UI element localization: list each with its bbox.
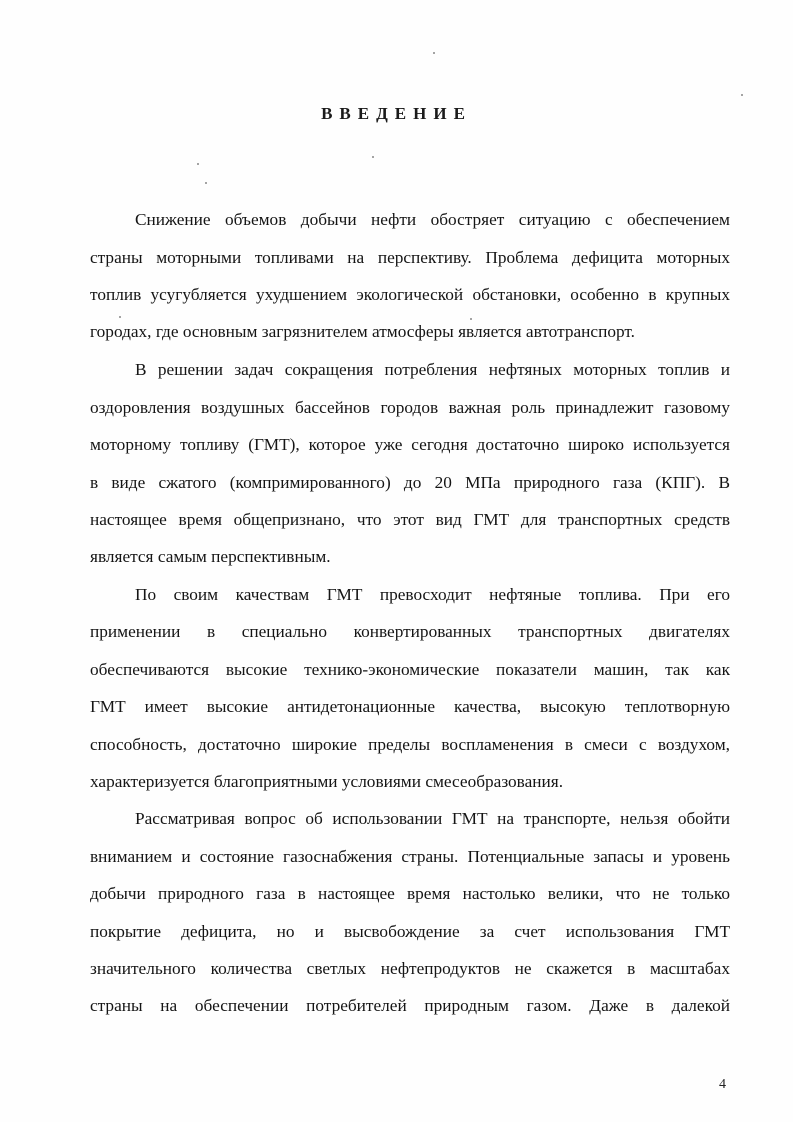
page-title: ВВЕДЕНИЕ [321,104,472,123]
scan-speck [119,316,121,318]
paragraph-line: топлив усугубляется ухудшением экологической обстановки, особенно в крупных [90,285,730,304]
scan-speck [741,94,743,96]
paragraph-line: Снижение объемов добычи нефти обостряет ситуацию с обеспечением [135,210,730,229]
paragraph-line: является самым перспективным. [90,547,331,566]
paragraph-line: Рассматривая вопрос об использовании ГМТ на транспорте, нельзя обойти [135,809,730,828]
paragraph-line: характеризуется благоприятными условиями смесеобразования. [90,772,564,791]
scan-speck [197,163,199,165]
paragraph-line: в виде сжатого (компримированного) до 20 МПа природного газа (КПГ). В [90,473,730,492]
page-number: 4 [719,1077,726,1092]
paragraph-line: покрытие дефицита, но и высвобождение за счет использования ГМТ [90,922,730,941]
paragraph-line: страны на обеспечении потребителей природным газом. Даже в далекой [90,996,730,1015]
scan-speck [470,318,472,320]
paragraph-line: способность, достаточно широкие пределы воспламенения в смеси с воздухом, [90,735,730,754]
paragraph-line: добычи природного газа в настоящее время настолько велики, что не только [90,884,730,903]
paragraph-line: значительного количества светлых нефтепродуктов не скажется в масштабах [90,959,730,978]
paragraph-line: ГМТ имеет высокие антидетонационные качества, высокую теплотворную [90,697,730,716]
paragraph-line: моторному топливу (ГМТ), которое уже сегодня достаточно широко используется [90,435,730,454]
paragraph-line: вниманием и состояние газоснабжения страны. Потенциальные запасы и уровень [90,847,730,866]
paragraph-line: применении в специально конвертированных транспортных двигателях [90,622,730,641]
paragraph-line: настоящее время общепризнано, что этот вид ГМТ для транспортных средств [90,510,730,529]
scan-speck [205,182,207,184]
paragraph-line: оздоровления воздушных бассейнов городов важная роль принадлежит газовому [90,398,730,417]
scan-speck [372,156,374,158]
paragraph-line: страны моторными топливами на перспективу. Проблема дефицита моторных [90,248,730,267]
scan-speck [433,52,435,54]
paragraph-line: В решении задач сокращения потребления нефтяных моторных топлив и [135,360,730,379]
paragraph-line: По своим качествам ГМТ превосходит нефтяные топлива. При его [135,585,730,604]
paragraph-line: обеспечиваются высокие технико-экономические показатели машин, так как [90,660,730,679]
paragraph-line: городах, где основным загрязнителем атмосферы является автотранспорт. [90,322,635,341]
